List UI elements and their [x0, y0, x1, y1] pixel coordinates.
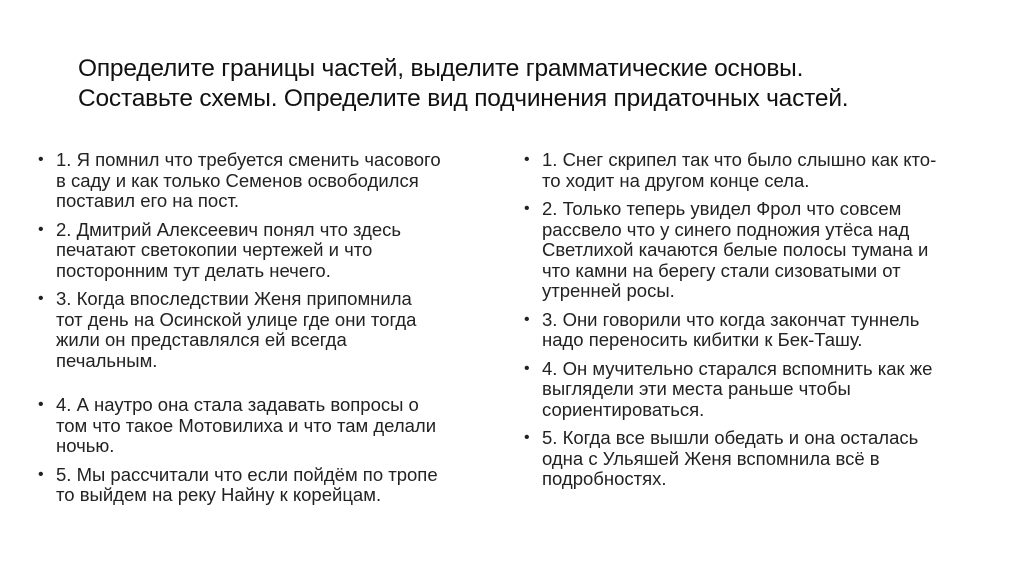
list-item-line: 2. Только теперь увидел Фрол что совсем [542, 198, 902, 219]
list-item-line: 3. Они говорили что когда закончат туннель [542, 308, 920, 330]
list-item-line: то выйдем на реку Найну к корейцам. [56, 484, 382, 505]
list-item-line: рассвело что у синего подножия утёса над [542, 218, 910, 240]
bullet-icon: • [38, 396, 44, 413]
list-item-line: тот день на Осинской улице где они тогда [56, 308, 417, 330]
list-item-line: 5. Когда все вышли обедать и она осталась [542, 427, 919, 448]
list-item-line: жили он представлялся ей всегда [56, 329, 347, 350]
list-item [524, 428, 1004, 490]
bullet-icon: • [38, 465, 44, 483]
list-item [38, 220, 508, 282]
list-item-line: 1. Я помнил что требуется сменить часового [56, 149, 441, 170]
list-item-line: 3. Когда впоследствии Женя припомнила [56, 288, 412, 309]
bullet-icon: • [38, 151, 44, 168]
list-item-line: посторонним тут делать нечего. [56, 259, 331, 281]
list-item [38, 395, 508, 457]
list-item-line: что камни на берегу стали сизоватыми от [542, 259, 901, 281]
bullet-icon: • [524, 310, 530, 328]
list-item [38, 465, 508, 506]
list-item [38, 150, 508, 212]
right-column-list [524, 150, 1004, 498]
slide-title [78, 54, 978, 114]
list-item-line: подробностях. [542, 468, 667, 489]
list-item-line: одна с Ульяшей Женя вспомнила всё в [542, 447, 880, 469]
list-item [38, 289, 508, 371]
list-item [524, 310, 1004, 351]
list-item [524, 199, 1004, 302]
list-item-line: 2. Дмитрий Алексеевич понял что здесь [56, 218, 402, 240]
list-item-line: 1. Снег скрипел так что было слышно как кто- [542, 149, 937, 170]
list-item-line: 4. А наутро она стала задавать вопросы о [56, 394, 419, 415]
list-item-line: 5. Мы рассчитали что если пойдём по тропе [56, 463, 438, 485]
list-item-line: 4. Он мучительно старался вспомнить как же [542, 357, 933, 379]
bullet-icon: • [524, 200, 530, 217]
list-item-line: том что такое Мотовилиха и что там делали [56, 414, 437, 436]
list-item-line: утренней росы. [542, 280, 675, 301]
list-item-line: поставил его на пост. [56, 190, 240, 211]
bullet-icon: • [38, 220, 44, 238]
bullet-icon: • [38, 290, 44, 307]
list-item-line: печальным. [56, 349, 158, 371]
list-item-line: Светлихой качаются белые полосы тумана и [542, 239, 929, 260]
list-item-line: надо переносить кибитки к Бек-Ташу. [542, 329, 863, 350]
list-item [524, 359, 1004, 421]
bullet-icon: • [524, 429, 530, 446]
list-item-line: в саду и как только Семенов освободился [56, 169, 419, 191]
left-column-list [38, 150, 508, 514]
title-line-2: Составьте схемы. Определите вид подчинения придаточных частей. [78, 85, 849, 112]
list-item-line: сориентироваться. [542, 398, 705, 420]
list-item-line: то ходит на другом конце села. [542, 169, 810, 191]
list-item-line: печатают светокопии чертежей и что [56, 239, 373, 260]
bullet-icon: • [524, 359, 530, 377]
list-item-line: ночью. [56, 435, 115, 456]
list-item [524, 150, 1004, 191]
list-item-line: выглядели эти места раньше чтобы [542, 378, 851, 399]
bullet-icon: • [524, 151, 530, 168]
title-line-1: Определите границы частей, выделите грамматические основы. [78, 55, 804, 82]
